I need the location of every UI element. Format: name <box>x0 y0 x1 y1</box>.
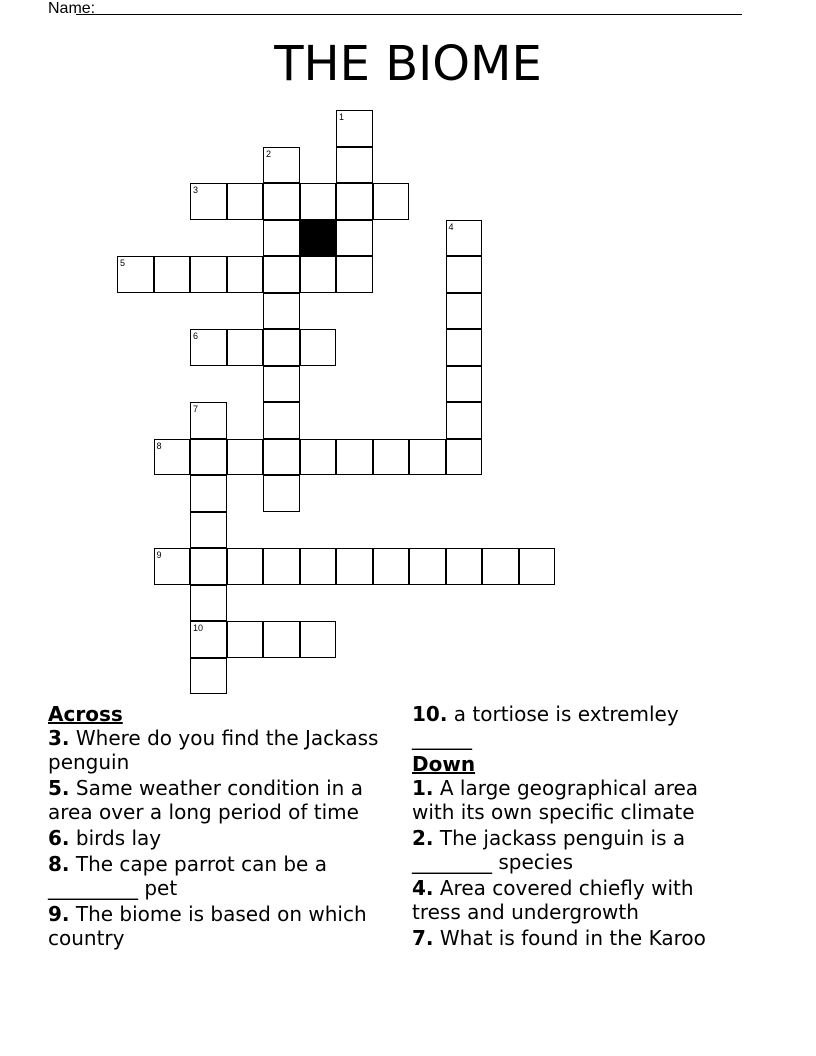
grid-cell[interactable] <box>263 475 300 512</box>
grid-cell[interactable] <box>409 439 446 476</box>
cell-number: 1 <box>339 112 345 122</box>
grid-cell[interactable] <box>154 256 191 293</box>
grid-cell[interactable] <box>446 293 483 330</box>
grid-cell[interactable] <box>190 183 227 220</box>
grid-cell[interactable] <box>190 402 227 439</box>
cell-number: 9 <box>156 550 162 560</box>
name-label: Name: <box>48 0 96 17</box>
grid-cell[interactable] <box>154 548 191 585</box>
cell-number: 2 <box>266 148 272 159</box>
name-line[interactable] <box>76 14 742 15</box>
grid-cell[interactable] <box>154 439 191 476</box>
grid-cell[interactable] <box>190 512 227 549</box>
grid-cell[interactable] <box>190 585 227 622</box>
across-clues <box>48 702 388 952</box>
grid-cell[interactable] <box>263 402 300 439</box>
grid-cell[interactable] <box>227 329 264 366</box>
grid-cell[interactable] <box>190 439 227 476</box>
clue-down-2: 2. The jackass penguin is a ________ species <box>412 826 686 874</box>
black-square <box>300 220 337 257</box>
grid-cell[interactable] <box>263 621 300 658</box>
clue-down-1: 1. A large geographical area with its own specific climate <box>412 776 699 824</box>
grid-cell[interactable] <box>446 220 483 257</box>
grid-cell[interactable] <box>446 402 483 439</box>
cell-number: 7 <box>193 404 199 414</box>
cell-number: 5 <box>120 258 126 268</box>
cell-number: 10 <box>193 623 204 633</box>
grid-cell[interactable] <box>300 621 337 658</box>
grid-cell[interactable] <box>190 621 227 658</box>
clue-across-9: 9. The biome is based on which country <box>48 902 367 950</box>
down-heading: Down <box>412 752 476 776</box>
down-clues <box>412 702 742 952</box>
grid-cell[interactable] <box>336 147 373 184</box>
grid-cell[interactable] <box>263 220 300 257</box>
clue-across-3: 3. Where do you find the Jackass penguin <box>48 726 379 774</box>
grid-cell[interactable] <box>263 256 300 293</box>
clue-across-5: 5. Same weather condition in a area over a long period of time <box>48 776 363 824</box>
grid-cell[interactable] <box>336 110 373 147</box>
clue-across-8: 8. The cape parrot can be a _________ pet <box>48 852 327 900</box>
clue-across-6: 6. birds lay <box>48 826 162 850</box>
grid-cell[interactable] <box>336 256 373 293</box>
grid-cell[interactable] <box>227 621 264 658</box>
grid-cell[interactable] <box>263 329 300 366</box>
grid-cell[interactable] <box>373 183 410 220</box>
clue-down-7: 7. What is found in the Karoo <box>412 926 706 950</box>
grid-cell[interactable] <box>263 147 300 184</box>
grid-cell[interactable] <box>336 439 373 476</box>
grid-cell[interactable] <box>446 329 483 366</box>
grid-cell[interactable] <box>117 256 154 293</box>
grid-cell[interactable] <box>336 183 373 220</box>
grid-cell[interactable] <box>227 256 264 293</box>
grid-cell[interactable] <box>300 256 337 293</box>
grid-cell[interactable] <box>263 293 300 330</box>
cell-number: 3 <box>193 185 199 195</box>
grid-cell[interactable] <box>263 439 300 476</box>
grid-cell[interactable] <box>300 439 337 476</box>
grid-cell[interactable] <box>227 548 264 585</box>
cell-number: 4 <box>448 221 454 232</box>
puzzle-title: THE BIOME <box>274 36 542 92</box>
grid-cell[interactable] <box>519 548 556 585</box>
grid-cell[interactable] <box>446 366 483 403</box>
grid-cell[interactable] <box>373 548 410 585</box>
grid-cell[interactable] <box>190 475 227 512</box>
grid-cell[interactable] <box>373 439 410 476</box>
cell-number: 6 <box>193 331 199 341</box>
grid-cell[interactable] <box>227 183 264 220</box>
clue-across-10: 10. a tortiose is extremley ______ <box>412 702 679 750</box>
grid-cell[interactable] <box>263 548 300 585</box>
grid-cell[interactable] <box>190 256 227 293</box>
grid-cell[interactable] <box>446 548 483 585</box>
grid-cell[interactable] <box>227 439 264 476</box>
grid-cell[interactable] <box>482 548 519 585</box>
grid-cell[interactable] <box>446 439 483 476</box>
grid-cell[interactable] <box>446 256 483 293</box>
grid-cell[interactable] <box>409 548 446 585</box>
grid-cell[interactable] <box>190 329 227 366</box>
grid-cell[interactable] <box>300 329 337 366</box>
grid-cell[interactable] <box>336 220 373 257</box>
grid-cell[interactable] <box>263 183 300 220</box>
grid-cell[interactable] <box>263 366 300 403</box>
grid-cell[interactable] <box>190 548 227 585</box>
clue-down-4: 4. Area covered chiefly with tress and undergrowth <box>412 876 694 924</box>
grid-cell[interactable] <box>300 183 337 220</box>
grid-cell[interactable] <box>300 548 337 585</box>
across-heading: Across <box>48 702 123 726</box>
grid-cell[interactable] <box>190 658 227 695</box>
name-row <box>48 0 95 18</box>
cell-number: 8 <box>156 440 162 451</box>
grid-cell[interactable] <box>336 548 373 585</box>
